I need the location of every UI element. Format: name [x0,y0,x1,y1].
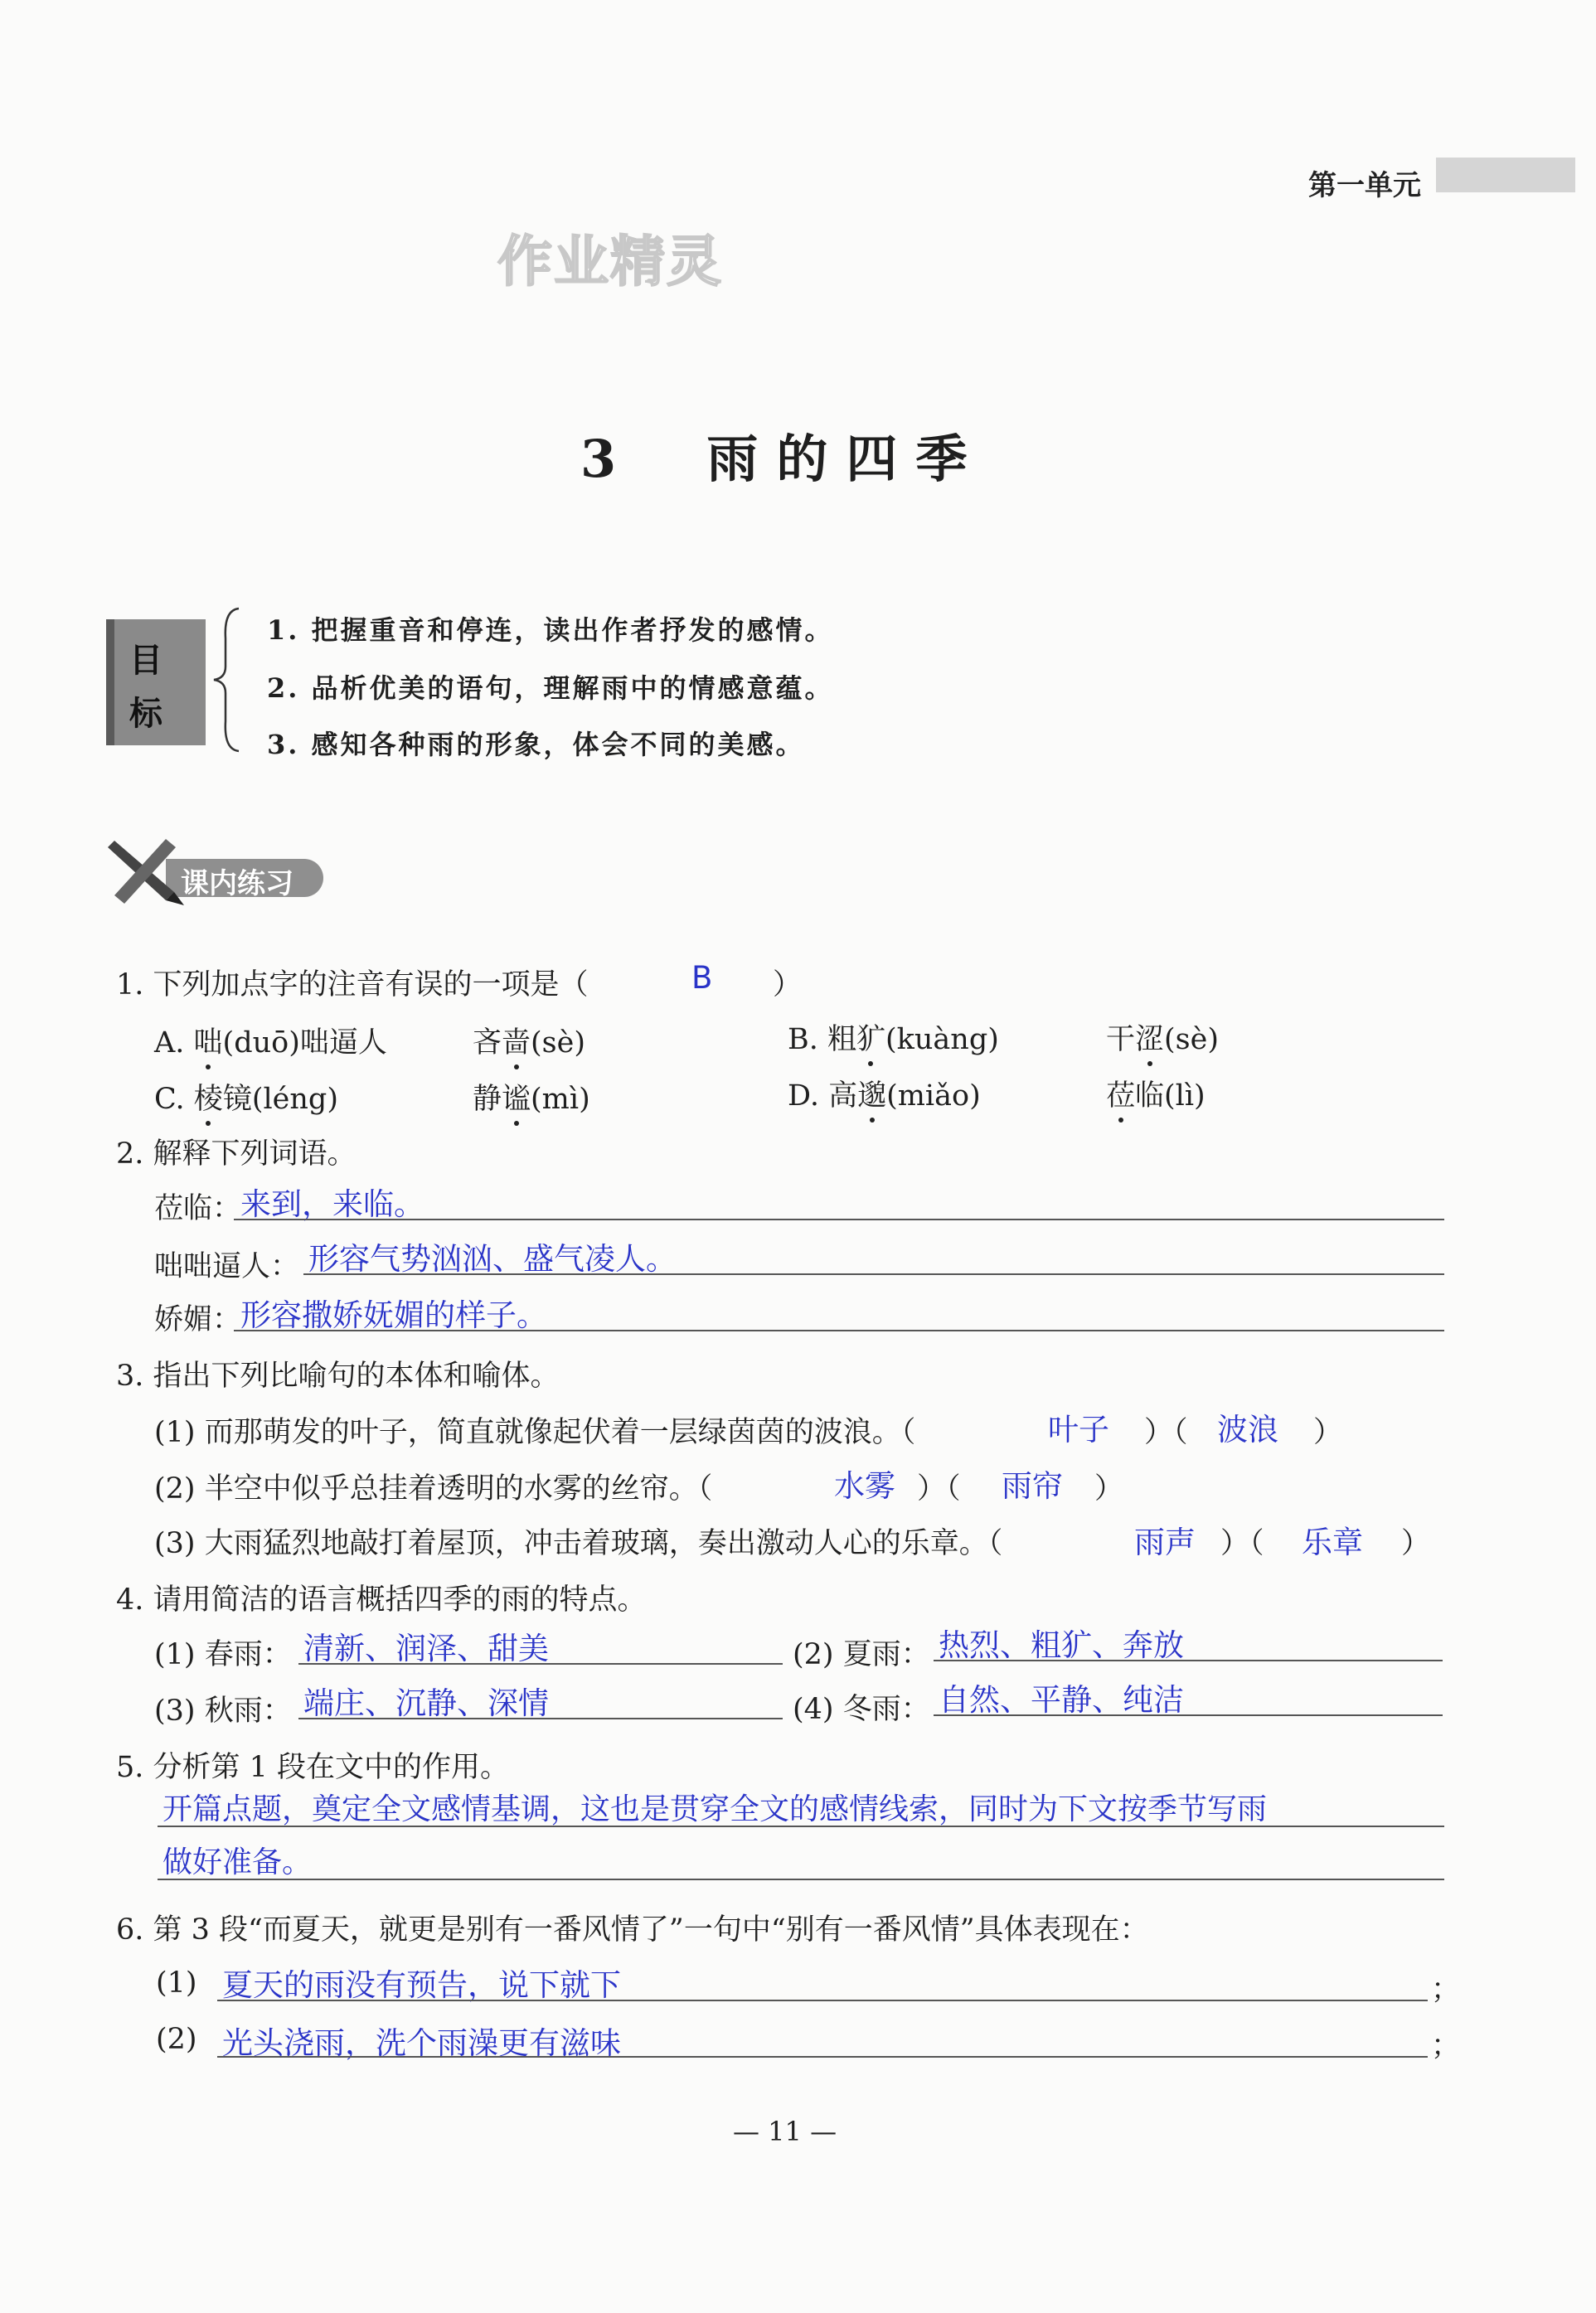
q2-answer-2: 形容气势汹汹、盛气凌人。 [308,1241,677,1277]
q2-stem: 2. 解释下列词语。 [116,1137,357,1171]
q2-term-3: 娇媚： [154,1303,242,1336]
lesson-number: 3 [580,429,635,489]
q6-stem: 6. 第 3 段“而夏天，就更是别有一番风情了”一句中“别有一番风情”具体表现在： [116,1913,1149,1947]
goal-item-2: 2. 品析优美的语句，理解雨中的情感意蕴。 [267,672,834,704]
q3-tenor-3: 雨声 [1134,1525,1196,1560]
q5-stem: 5. 分析第 1 段在文中的作用。 [116,1751,510,1784]
answer-line [934,1714,1443,1716]
q4-label-1: (1) 春雨： [154,1638,292,1671]
q4-label-4: (4) 冬雨： [793,1693,930,1726]
q1-option-c1: C. 棱镜(léng) [154,1083,338,1116]
q3-mid-3: ）（ [1220,1527,1264,1560]
q3-tenor-1: 叶子 [1048,1412,1109,1447]
q2-term-2: 咄咄逼人： [154,1250,300,1283]
q1-option-a2: 吝啬(sè) [473,1026,586,1060]
q1-option-b1: B. 粗犷(kuàng) [788,1023,999,1056]
lesson-title [580,418,985,492]
answer-line [234,1330,1444,1331]
q3-stem: 3. 指出下列比喻句的本体和喻体。 [116,1360,560,1393]
q6-end-1: ； [1431,1973,1461,2006]
q1-option-d2: 莅临(lì) [1106,1079,1205,1113]
q1-option-c2: 静谧(mì) [473,1083,590,1116]
goal-item-1: 1. 把握重音和停连，读出作者抒发的感情。 [267,614,834,646]
q3-close-2: ） [1094,1472,1124,1506]
q6-answer-1: 夏天的雨没有预告，说下就下 [222,1967,621,2003]
q2-answer-1: 来到，来临。 [240,1186,424,1222]
q2-term-1: 莅临： [154,1192,242,1225]
q5-answer-line-2: 做好准备。 [163,1845,313,1879]
pencil-ruler-icon [108,834,191,909]
lesson-name: 雨的四季 [706,429,986,489]
goal-label-top: 目 [129,642,163,680]
q4-label-2: (2) 夏雨： [793,1638,930,1671]
q3-mid-1: ）（ [1144,1416,1188,1449]
q2-answer-3: 形容撒娇妩媚的样子。 [240,1297,547,1333]
q3-vehicle-1: 波浪 [1217,1412,1278,1447]
answer-line [298,1663,783,1665]
goal-box [106,619,206,745]
q3-item-3: (3) 大雨猛烈地敲打着屋顶，冲击着玻璃，奏出激动人心的乐章。（ [154,1527,1003,1560]
answer-line [303,1273,1444,1275]
q1-option-d1: D. 高邈(miǎo) [788,1079,981,1113]
q1-stem: 1. 下列加点字的注音有误的一项是（ [116,968,589,1001]
q3-mid-2: ）（ [917,1472,961,1506]
answer-line [298,1718,783,1719]
q1-answer: B [691,960,713,996]
q4-answer-4: 自然、平静、纯洁 [939,1682,1184,1718]
answer-line [217,2000,1428,2001]
answer-line [934,1660,1443,1661]
unit-bar [1436,158,1575,192]
q6-end-2: ； [1431,2029,1461,2063]
q6-label-1: (1) [156,1966,197,2000]
q3-tenor-2: 水雾 [834,1468,895,1504]
goal-item-3: 3. 感知各种雨的形象，体会不同的美感。 [267,729,805,760]
answer-line [158,1879,1444,1880]
answer-line [217,2056,1428,2058]
q3-item-2: (2) 半空中似乎总挂着透明的水雾的丝帘。（ [154,1472,713,1506]
answer-line [158,1826,1444,1827]
goal-label-bottom: 标 [129,695,163,733]
section-label: 课内练习 [181,867,293,900]
q5-answer-line-1: 开篇点题，奠定全文感情基调，这也是贯穿全文的感情线索，同时为下文按季节写雨 [163,1792,1268,1826]
q3-close-1: ） [1313,1416,1343,1449]
q4-answer-1: 清新、润泽、甜美 [303,1631,549,1666]
page-number: — 11 — [733,2116,837,2147]
q3-item-1: (1) 而那萌发的叶子，简直就像起伏着一层绿茵茵的波浪。（ [154,1416,916,1449]
q3-close-3: ） [1401,1527,1431,1560]
q3-vehicle-2: 雨帘 [1002,1468,1063,1504]
q4-answer-2: 热烈、粗犷、奔放 [939,1627,1184,1663]
q4-label-3: (3) 秋雨： [154,1695,292,1728]
q3-vehicle-3: 乐章 [1302,1525,1363,1560]
q6-label-2: (2) [156,2023,197,2056]
q1-option-a1: A. 咄(duō)咄逼人 [154,1026,387,1060]
q4-answer-3: 端庄、沉静、深情 [303,1685,549,1721]
answer-line [234,1219,1444,1220]
q1-option-b2: 干涩(sè) [1106,1023,1220,1056]
q4-stem: 4. 请用简洁的语言概括四季的雨的特点。 [116,1583,647,1617]
brace-icon [211,605,244,754]
watermark: 作业精灵 [497,230,723,293]
q1-close: ） [773,968,803,1001]
q6-answer-2: 光头浇雨，洗个雨澡更有滋味 [222,2025,621,2061]
unit-label: 第一单元 [1308,169,1421,202]
